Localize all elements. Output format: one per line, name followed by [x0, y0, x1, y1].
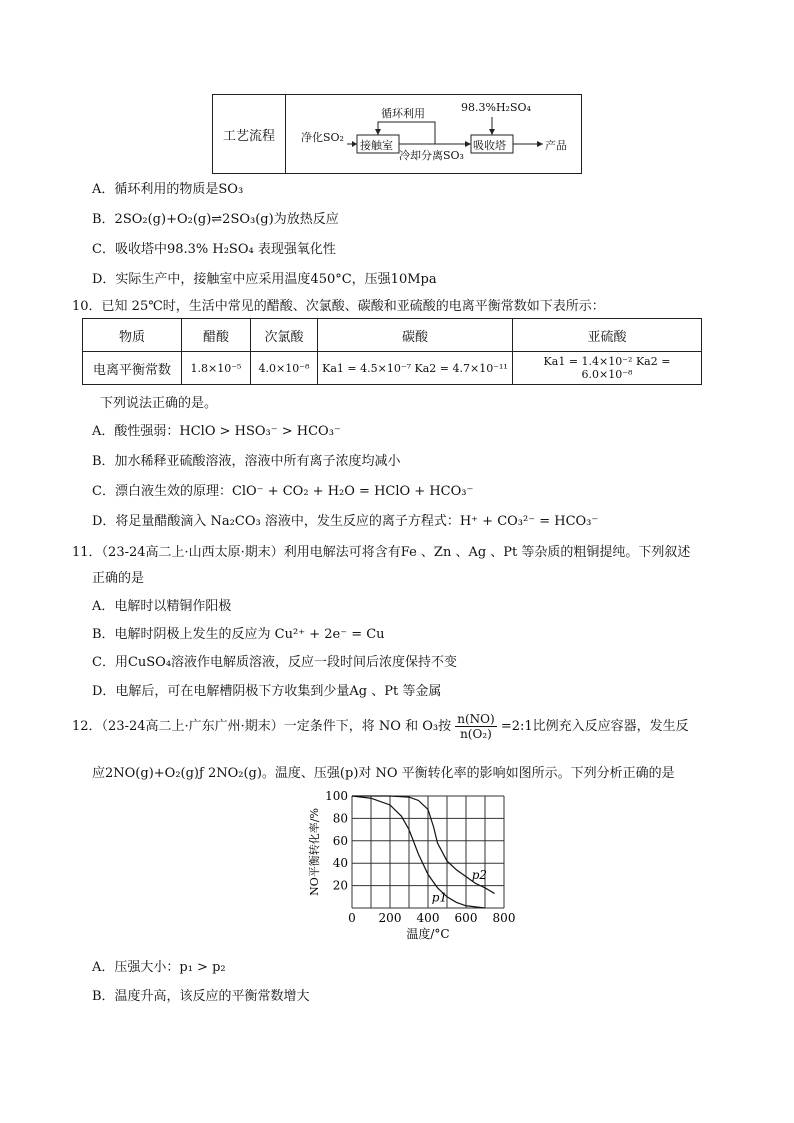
- fraction-numerator: n(NO): [457, 712, 495, 726]
- q12-option-b: B．温度升高，该反应的平衡常数增大: [92, 989, 310, 1004]
- chart-grid: [352, 796, 504, 908]
- table-row: [83, 352, 702, 385]
- process-label: 工艺流程: [213, 95, 286, 173]
- chart-curves: [352, 796, 495, 908]
- y-tick-label: 80: [332, 811, 348, 826]
- table-cell: Ka1 = 4.5×10⁻⁷ Ka2 = 4.7×10⁻¹¹: [318, 352, 513, 385]
- table-cell: 1.8×10⁻⁵: [182, 352, 251, 385]
- x-tick-label: 0: [348, 911, 356, 925]
- process-input: 净化SO₂: [301, 131, 344, 144]
- y-axis-label: NO平衡转化率/%: [308, 808, 321, 896]
- q9-option-b: B．2SO₂(g)+O₂(g)⇌2SO₃(g)为放热反应: [92, 212, 339, 227]
- q12-stem-post: =2:1比例充入反应容器，发生反: [500, 719, 689, 734]
- q11-stem-cont: 正确的是: [92, 571, 145, 586]
- x-tick-label: 400: [416, 911, 440, 925]
- process-contact: 接触室: [360, 139, 393, 152]
- table-header-cell: 亚硫酸: [513, 319, 702, 352]
- table-header-row: [83, 319, 702, 352]
- q12-option-a: A．压强大小：p₁ > p₂: [92, 960, 226, 975]
- conversion-chart: [296, 784, 536, 948]
- y-tick-label: 20: [332, 878, 348, 893]
- q11-option-a: A．电解时以精铜作阳极: [92, 599, 232, 614]
- q11-option-c: C．用CuSO₄溶液作电解质溶液，反应一段时间后浓度保持不变: [92, 655, 458, 670]
- q9-option-c: C．吸收塔中98.3% H₂SO₄ 表现强氧化性: [92, 242, 336, 257]
- table-header-cell: 醋酸: [182, 319, 251, 352]
- q10-prompt: 下列说法正确的是。: [100, 396, 218, 411]
- y-tick-label: 40: [332, 856, 348, 871]
- series-line-p1: [352, 796, 488, 908]
- x-tick-label: 200: [378, 911, 402, 925]
- q9-option-d: D．实际生产中，接触室中应采用温度450°C，压强10Mpa: [92, 272, 437, 287]
- process-acid: 98.3%H₂SO₄: [461, 101, 531, 114]
- q12-stem-cont: 应2NO(g)+O₂(g)ƒ 2NO₂(g)。温度、压强(p)对 NO 平衡转化率的影响如图所示。下列分析正确的是: [92, 766, 675, 781]
- x-tick-label: 600: [454, 911, 478, 925]
- q10-option-a: A．酸性强弱：HClO > HSO₃⁻ > HCO₃⁻: [92, 424, 341, 439]
- x-axis-label: 温度/°C: [406, 927, 450, 941]
- q12-stem: [72, 712, 689, 741]
- q9-option-a: A．循环利用的物质是SO₃: [92, 182, 244, 197]
- y-tick-label: 100: [325, 789, 348, 803]
- y-tick-label: 60: [332, 833, 348, 848]
- ionization-constant-table: [82, 318, 702, 385]
- q10-stem: 10．已知 25℃时，生活中常见的醋酸、次氯酸、碳酸和亚硫酸的电离平衡常数如下表所示：: [72, 299, 605, 314]
- q12-stem-pre: 12．（23-24高二上·广东广州·期末）一定条件下，将 NO 和 O₃按: [72, 719, 452, 734]
- table-cell: Ka1 = 1.4×10⁻² Ka2 = 6.0×10⁻⁸: [513, 352, 702, 385]
- table-header-cell: 物质: [83, 319, 182, 352]
- process-cooling: 冷却分离SO₃: [399, 149, 464, 162]
- series-label-p1: p1: [431, 890, 448, 905]
- q10-option-d: D．将足量醋酸滴入 Na₂CO₃ 溶液中，发生反应的离子方程式：H⁺ + CO₃²⁻ = HCO₃⁻: [92, 514, 599, 529]
- process-absorber: 吸收塔: [473, 139, 506, 152]
- q11-stem: 11．（23-24高二上·山西太原·期末）利用电解法可将含有Fe 、Zn 、Ag 、Pt 等杂质的粗铜提纯。下列叙述: [72, 545, 691, 560]
- q10-option-b: B．加水稀释亚硫酸溶液，溶液中所有离子浓度均减小: [92, 454, 401, 469]
- table-cell: 4.0×10⁻⁸: [251, 352, 318, 385]
- q10-option-c: C．漂白液生效的原理：ClO⁻ + CO₂ + H₂O = HClO + HCO₃⁻: [92, 484, 474, 499]
- process-recycle: 循环利用: [381, 107, 425, 120]
- series-label-p2: p2: [471, 867, 488, 882]
- q11-option-d: D．电解后，可在电解槽阴极下方收集到少量Ag 、Pt 等金属: [92, 684, 442, 699]
- process-flow-diagram: [212, 94, 582, 174]
- q11-option-b: B．电解时阴极上发生的反应为 Cu²⁺ + 2e⁻ = Cu: [92, 627, 385, 642]
- fraction-denominator: n(O₂): [460, 727, 492, 741]
- process-product: 产品: [545, 139, 567, 152]
- ratio-fraction: [455, 712, 496, 741]
- x-tick-label: 800: [492, 911, 516, 925]
- table-row-label: 电离平衡常数: [83, 352, 182, 385]
- table-header-cell: 次氯酸: [251, 319, 318, 352]
- table-header-cell: 碳酸: [318, 319, 513, 352]
